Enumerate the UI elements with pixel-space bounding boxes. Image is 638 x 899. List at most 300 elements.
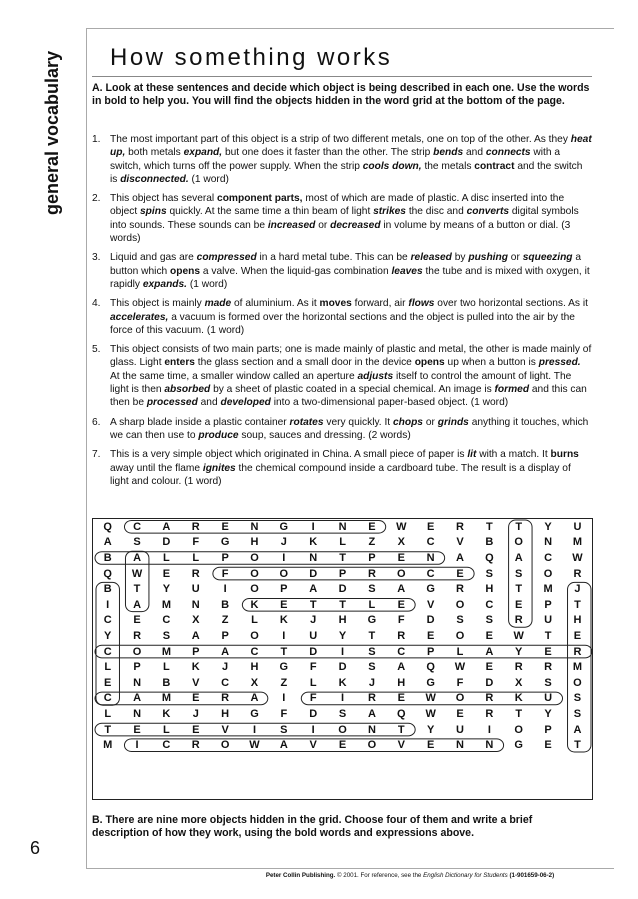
grid-row — [93, 706, 592, 722]
grid-letter: I — [135, 739, 139, 752]
grid-letter: Q — [103, 520, 112, 533]
grid-letter: L — [163, 661, 170, 674]
grid-letter: C — [162, 614, 171, 627]
grid-letter: A — [397, 583, 406, 596]
exercise-item — [92, 448, 592, 488]
grid-letter: Y — [544, 707, 552, 720]
keyword: expands. — [142, 278, 188, 290]
grid-letter: A — [485, 645, 494, 658]
grid-letter: F — [397, 614, 405, 627]
grid-letter: I — [311, 520, 315, 533]
keyword: expand, — [183, 147, 223, 159]
grid-letter: O — [514, 536, 523, 549]
item-text: and this can then be — [110, 384, 587, 409]
grid-letter: P — [338, 567, 347, 580]
keyword: cools down, — [362, 160, 422, 172]
grid-letter: S — [456, 614, 464, 627]
grid-letter: J — [368, 676, 375, 689]
grid-letter: O — [279, 567, 289, 580]
grid-letter: Q — [485, 551, 494, 564]
keyword: grinds — [437, 416, 469, 428]
grid-letter: E — [397, 551, 405, 564]
keyword: opens — [414, 357, 445, 369]
grid-letter: C — [250, 645, 259, 658]
footer-publisher: Peter Collin Publishing. — [265, 872, 336, 879]
grid-letter: P — [280, 583, 288, 596]
item-text: by — [451, 252, 469, 264]
grid-letter: S — [485, 614, 494, 627]
grid-letter: K — [162, 707, 171, 720]
grid-letter: O — [573, 676, 582, 689]
grid-letter: T — [309, 598, 317, 611]
keyword: pushing — [468, 252, 508, 264]
grid-letter: P — [133, 661, 141, 674]
grid-row — [93, 644, 592, 660]
item-text: (1 word) — [187, 278, 228, 290]
keyword: spins — [140, 206, 167, 218]
grid-letter: D — [309, 645, 318, 658]
grid-letter: E — [280, 598, 288, 611]
grid-letter: G — [279, 520, 289, 533]
grid-letter: Q — [103, 567, 112, 580]
grid-letter: T — [544, 629, 552, 642]
frame-rule-left — [86, 28, 87, 868]
item-text: the chemical compound inside a cardboard tube. The result is a display of light and colour. (1 word) — [110, 462, 571, 487]
grid-letter: I — [223, 583, 227, 596]
grid-letter: M — [161, 645, 171, 658]
grid-letter: T — [104, 723, 112, 736]
grid-letter: G — [220, 536, 230, 549]
grid-letter: L — [104, 661, 112, 674]
grid-letter: O — [396, 567, 406, 580]
grid-letter: A — [133, 692, 142, 705]
grid-letter: Y — [426, 723, 435, 736]
grid-letter: E — [192, 692, 200, 705]
grid-letter: L — [456, 645, 464, 658]
grid-letter: A — [309, 583, 318, 596]
keyword: pressed. — [538, 357, 581, 369]
grid-letter: W — [425, 692, 436, 705]
grid-letter: E — [426, 520, 435, 533]
grid-letter: C — [485, 598, 494, 611]
grid-letter: R — [397, 629, 406, 642]
grid-letter: B — [103, 551, 112, 564]
grid-letter: D — [338, 583, 347, 596]
grid-letter: R — [191, 567, 200, 580]
grid-letter: B — [485, 536, 494, 549]
grid-letter: T — [515, 707, 523, 720]
keyword: strikes — [373, 206, 406, 218]
grid-letter: W — [425, 707, 436, 720]
grid-letter: U — [456, 723, 464, 736]
grid-letter: N — [367, 723, 376, 736]
item-text: with a match. It — [476, 449, 551, 461]
item-text: and the switch is — [110, 160, 583, 185]
grid-letter: S — [485, 567, 494, 580]
exercise-item — [92, 416, 592, 443]
page-title: How something works — [110, 44, 393, 71]
exercise-item — [92, 297, 592, 337]
grid-letter: E — [368, 520, 376, 533]
grid-letter: I — [341, 645, 345, 658]
grid-letter: S — [368, 661, 376, 674]
grid-letter: K — [514, 692, 523, 705]
grid-letter: D — [309, 567, 318, 580]
item-text: quickly. At the same time a thin beam of light — [166, 206, 374, 218]
grid-letter: E — [221, 520, 229, 533]
keyword: leaves — [391, 265, 423, 277]
grid-letter: E — [456, 567, 464, 580]
item-text: anything it touches, which we can then use to — [110, 416, 589, 441]
grid-letter: H — [485, 583, 494, 596]
item-text: into a two-dimensional paper-based object. (1 word) — [270, 397, 509, 409]
grid-letter: Q — [426, 661, 435, 674]
item-text: or — [422, 416, 438, 428]
grid-letter: T — [397, 723, 405, 736]
grid-letter: R — [456, 520, 464, 533]
exercise-item — [92, 251, 592, 291]
exercise-items — [92, 133, 592, 494]
grid-letter: S — [338, 707, 347, 720]
grid-letter: K — [309, 536, 318, 549]
keyword: component parts, — [217, 193, 303, 205]
grid-letter: O — [367, 739, 377, 752]
grid-letter: U — [309, 629, 318, 642]
grid-letter: L — [163, 723, 170, 736]
grid-letter: A — [191, 629, 200, 642]
grid-letter: P — [368, 551, 376, 564]
footer-isbn: (1-901659-06-2) — [509, 872, 555, 879]
item-text: very quickly. It — [323, 416, 393, 428]
grid-letter: M — [103, 739, 113, 752]
grid-letter: O — [250, 567, 259, 580]
grid-letter: K — [338, 676, 347, 689]
grid-letter: I — [252, 723, 256, 736]
grid-row — [93, 519, 592, 535]
grid-letter: W — [249, 739, 260, 752]
item-number: 3. — [92, 252, 101, 264]
grid-letter: R — [367, 567, 376, 580]
grid-letter: E — [192, 723, 200, 736]
item-text: and — [197, 397, 221, 409]
grid-letter: V — [426, 598, 435, 611]
grid-letter: N — [133, 676, 142, 689]
item-text: in a hard metal tube. This can be — [256, 252, 411, 264]
item-text: the tube and is mixed with oxygen, it rapidly — [110, 265, 590, 290]
grid-letter: W — [454, 661, 466, 674]
item-text: of aluminium. As it — [231, 298, 320, 310]
item-text: a valve. When the liquid-gas combination — [200, 265, 392, 277]
grid-letter: E — [573, 629, 582, 642]
grid-letter: T — [368, 629, 376, 642]
grid-letter: W — [572, 551, 583, 564]
item-text: and — [463, 147, 486, 159]
grid-letter: P — [221, 551, 229, 564]
grid-letter: A — [573, 723, 582, 736]
grid-letter: C — [103, 692, 112, 705]
item-text: the disc and — [405, 206, 467, 218]
grid-letter: T — [133, 583, 141, 596]
exercise-item — [92, 192, 592, 245]
keyword: compressed — [196, 252, 257, 264]
grid-letter: I — [282, 629, 286, 642]
grid-letter: Y — [515, 645, 523, 658]
grid-letter: F — [192, 536, 200, 549]
side-label-text: general vocabulary — [42, 50, 62, 215]
grid-letter: D — [309, 707, 318, 720]
grid-letter: E — [133, 614, 141, 627]
grid-letter: W — [131, 567, 143, 580]
item-number: 4. — [92, 298, 101, 310]
grid-letter: R — [133, 629, 142, 642]
keyword: opens — [170, 265, 201, 277]
keyword: processed — [146, 397, 198, 409]
grid-letter: E — [133, 723, 141, 736]
grid-letter: L — [368, 598, 376, 611]
grid-letter: U — [544, 614, 553, 627]
item-text: a vacuum is formed over the horizontal sections and the object is pulled into the air by the force of this vacuum. (1 word) — [110, 311, 575, 336]
grid-letter: H — [397, 676, 406, 689]
grid-letter: F — [309, 692, 317, 705]
item-text: away until the flame — [110, 462, 203, 474]
grid-letter: K — [279, 614, 288, 627]
grid-letter: R — [456, 583, 464, 596]
grid-letter: A — [133, 598, 142, 611]
keyword: rotates — [289, 416, 324, 428]
grid-row — [93, 597, 592, 613]
grid-letter: T — [339, 598, 346, 611]
grid-letter: O — [132, 645, 142, 658]
grid-letter: G — [250, 707, 259, 720]
grid-letter: K — [250, 598, 259, 611]
grid-letter: I — [341, 692, 345, 705]
grid-letter: O — [250, 629, 259, 642]
grid-row — [93, 722, 592, 738]
item-text: with a switch, which turns off the power supply. When the strip — [110, 147, 561, 172]
grid-letter: O — [455, 692, 465, 705]
grid-letter: Y — [162, 583, 171, 596]
grid-letter: E — [515, 598, 523, 611]
grid-letter: X — [515, 676, 523, 689]
grid-row — [93, 737, 592, 753]
grid-letter: T — [339, 551, 346, 564]
keyword: made — [204, 298, 232, 310]
keyword: enters — [164, 357, 195, 369]
grid-letter: X — [250, 676, 259, 689]
grid-letter: L — [104, 707, 112, 720]
item-text: or — [507, 252, 523, 264]
grid-letter: J — [574, 583, 581, 596]
grid-letter: C — [133, 520, 142, 533]
keyword: developed — [220, 397, 271, 409]
keyword: lit — [467, 449, 477, 461]
grid-letter: H — [250, 661, 259, 674]
grid-letter: C — [544, 551, 553, 564]
grid-letter: B — [162, 676, 171, 689]
grid-letter: V — [192, 676, 200, 689]
frame-rule-top — [86, 28, 614, 29]
item-text: soup, sauces and dressing. (2 words) — [238, 429, 411, 441]
grid-letter: J — [280, 536, 287, 549]
grid-letter: R — [485, 707, 494, 720]
grid-letter: X — [192, 614, 200, 627]
grid-letter: H — [573, 614, 582, 627]
item-text: in volume by means of a button or dial. (3 words) — [110, 219, 571, 245]
footer-dictionary: English Dictionary for Students — [423, 872, 508, 879]
grid-letter: C — [103, 645, 112, 658]
frame-rule-bottom — [86, 868, 614, 869]
grid-letter: Z — [221, 614, 229, 627]
grid-letter: T — [515, 583, 523, 596]
grid-letter: V — [456, 536, 464, 549]
keyword: heat up, — [110, 134, 592, 159]
grid-letter: A — [221, 645, 230, 658]
grid-letter: F — [456, 676, 464, 689]
grid-letter: C — [162, 739, 171, 752]
grid-letter: S — [573, 692, 582, 705]
item-text: forward, air — [351, 298, 409, 310]
grid-letter: E — [426, 739, 435, 752]
grid-letter: M — [161, 692, 171, 705]
grid-letter: E — [485, 629, 494, 642]
grid-letter: C — [426, 567, 435, 580]
grid-letter: S — [544, 676, 552, 689]
grid-letter: R — [191, 520, 200, 533]
item-text: (1 word) — [188, 173, 229, 185]
grid-letter: S — [368, 583, 376, 596]
grid-row — [93, 659, 592, 675]
grid-letter: M — [161, 598, 171, 611]
grid-letter: R — [191, 739, 200, 752]
item-number: 2. — [92, 193, 101, 205]
grid-row — [93, 535, 592, 551]
grid-letter: K — [191, 661, 200, 674]
grid-letter: I — [311, 723, 315, 736]
grid-letter: E — [544, 739, 552, 752]
grid-letter: L — [339, 536, 346, 549]
grid-letter: Q — [396, 707, 406, 720]
grid-row — [93, 550, 592, 566]
keyword: absorbed — [164, 384, 211, 396]
grid-letter: A — [514, 551, 523, 564]
footer-copyright: © 2001. For reference, see the — [337, 872, 422, 879]
grid-letter: L — [309, 676, 317, 689]
grid-letter: O — [250, 551, 259, 564]
grid-letter: J — [192, 707, 199, 720]
grid-letter: Y — [338, 629, 347, 642]
keyword: disconnected. — [120, 173, 189, 185]
grid-letter: F — [280, 707, 288, 720]
grid-letter: Y — [544, 520, 552, 533]
grid-row — [93, 628, 592, 644]
grid-letter: O — [543, 567, 553, 580]
grid-letter: P — [544, 723, 552, 736]
keyword: converts — [466, 206, 510, 218]
grid-letter: T — [574, 739, 581, 752]
grid-letter: O — [220, 739, 230, 752]
grid-letter: V — [221, 723, 229, 736]
grid-letter: G — [514, 739, 523, 752]
item-number: 5. — [92, 344, 101, 356]
grid-letter: N — [426, 551, 435, 564]
grid-letter: N — [338, 520, 347, 533]
item-text: a button which — [110, 252, 582, 277]
grid-letter: S — [133, 536, 141, 549]
grid-letter: P — [192, 645, 200, 658]
grid-letter: U — [191, 583, 200, 596]
grid-letter: O — [250, 583, 259, 596]
grid-letter: T — [574, 598, 581, 611]
grid-letter: O — [455, 598, 465, 611]
grid-letter: L — [251, 614, 258, 627]
item-text: itself to control the amount of light. The light is then — [110, 370, 572, 396]
grid-letter: R — [573, 567, 582, 580]
keyword: connects — [485, 147, 531, 159]
grid-letter: N — [250, 520, 259, 533]
grid-letter: N — [191, 598, 200, 611]
grid-letter: A — [103, 536, 112, 549]
grid-letter: E — [426, 629, 435, 642]
exercise-item — [92, 343, 592, 409]
word-search-grid — [92, 518, 593, 800]
grid-letter: F — [309, 661, 317, 674]
title-divider — [92, 76, 592, 77]
grid-letter: D — [426, 614, 435, 627]
item-number: 7. — [92, 449, 101, 461]
grid-letter: J — [310, 614, 317, 627]
grid-letter: D — [162, 536, 171, 549]
grid-letter: Y — [104, 629, 112, 642]
grid-letter: X — [397, 536, 405, 549]
grid-letter: L — [163, 551, 170, 564]
keyword: contract — [474, 160, 515, 172]
grid-letter: R — [514, 661, 523, 674]
grid-row — [93, 691, 592, 707]
grid-letter: Z — [368, 536, 376, 549]
keyword: burns — [550, 449, 579, 461]
grid-letter: S — [162, 629, 171, 642]
grid-letter: E — [397, 598, 405, 611]
grid-letter: A — [162, 520, 171, 533]
grid-letter: F — [221, 567, 229, 580]
grid-letter: G — [279, 661, 289, 674]
grid-letter: E — [397, 692, 405, 705]
grid-letter: I — [487, 723, 491, 736]
grid-letter: N — [133, 707, 142, 720]
item-text: A sharp blade inside a plastic container — [110, 416, 290, 428]
keyword: accelerates, — [110, 311, 169, 323]
grid-letter: A — [250, 692, 259, 705]
grid-letter: E — [162, 567, 171, 580]
grid-letter: M — [543, 583, 553, 596]
grid-letter: P — [544, 598, 552, 611]
item-text: or — [315, 219, 331, 231]
keyword: ignites — [202, 462, 236, 474]
grid-letter: G — [426, 676, 435, 689]
grid-letter: W — [396, 520, 407, 533]
keyword: adjusts — [357, 370, 394, 382]
side-label — [8, 20, 68, 215]
grid-letter: E — [485, 661, 494, 674]
grid-letter: N — [485, 739, 494, 752]
item-text: up when a button is — [444, 357, 539, 369]
keyword: decreased — [330, 219, 381, 231]
grid-letter: Z — [280, 676, 288, 689]
item-text: Liquid and gas are — [110, 252, 197, 264]
grid-letter: C — [397, 645, 406, 658]
grid-letter: N — [309, 551, 318, 564]
grid-letter: P — [426, 645, 435, 658]
